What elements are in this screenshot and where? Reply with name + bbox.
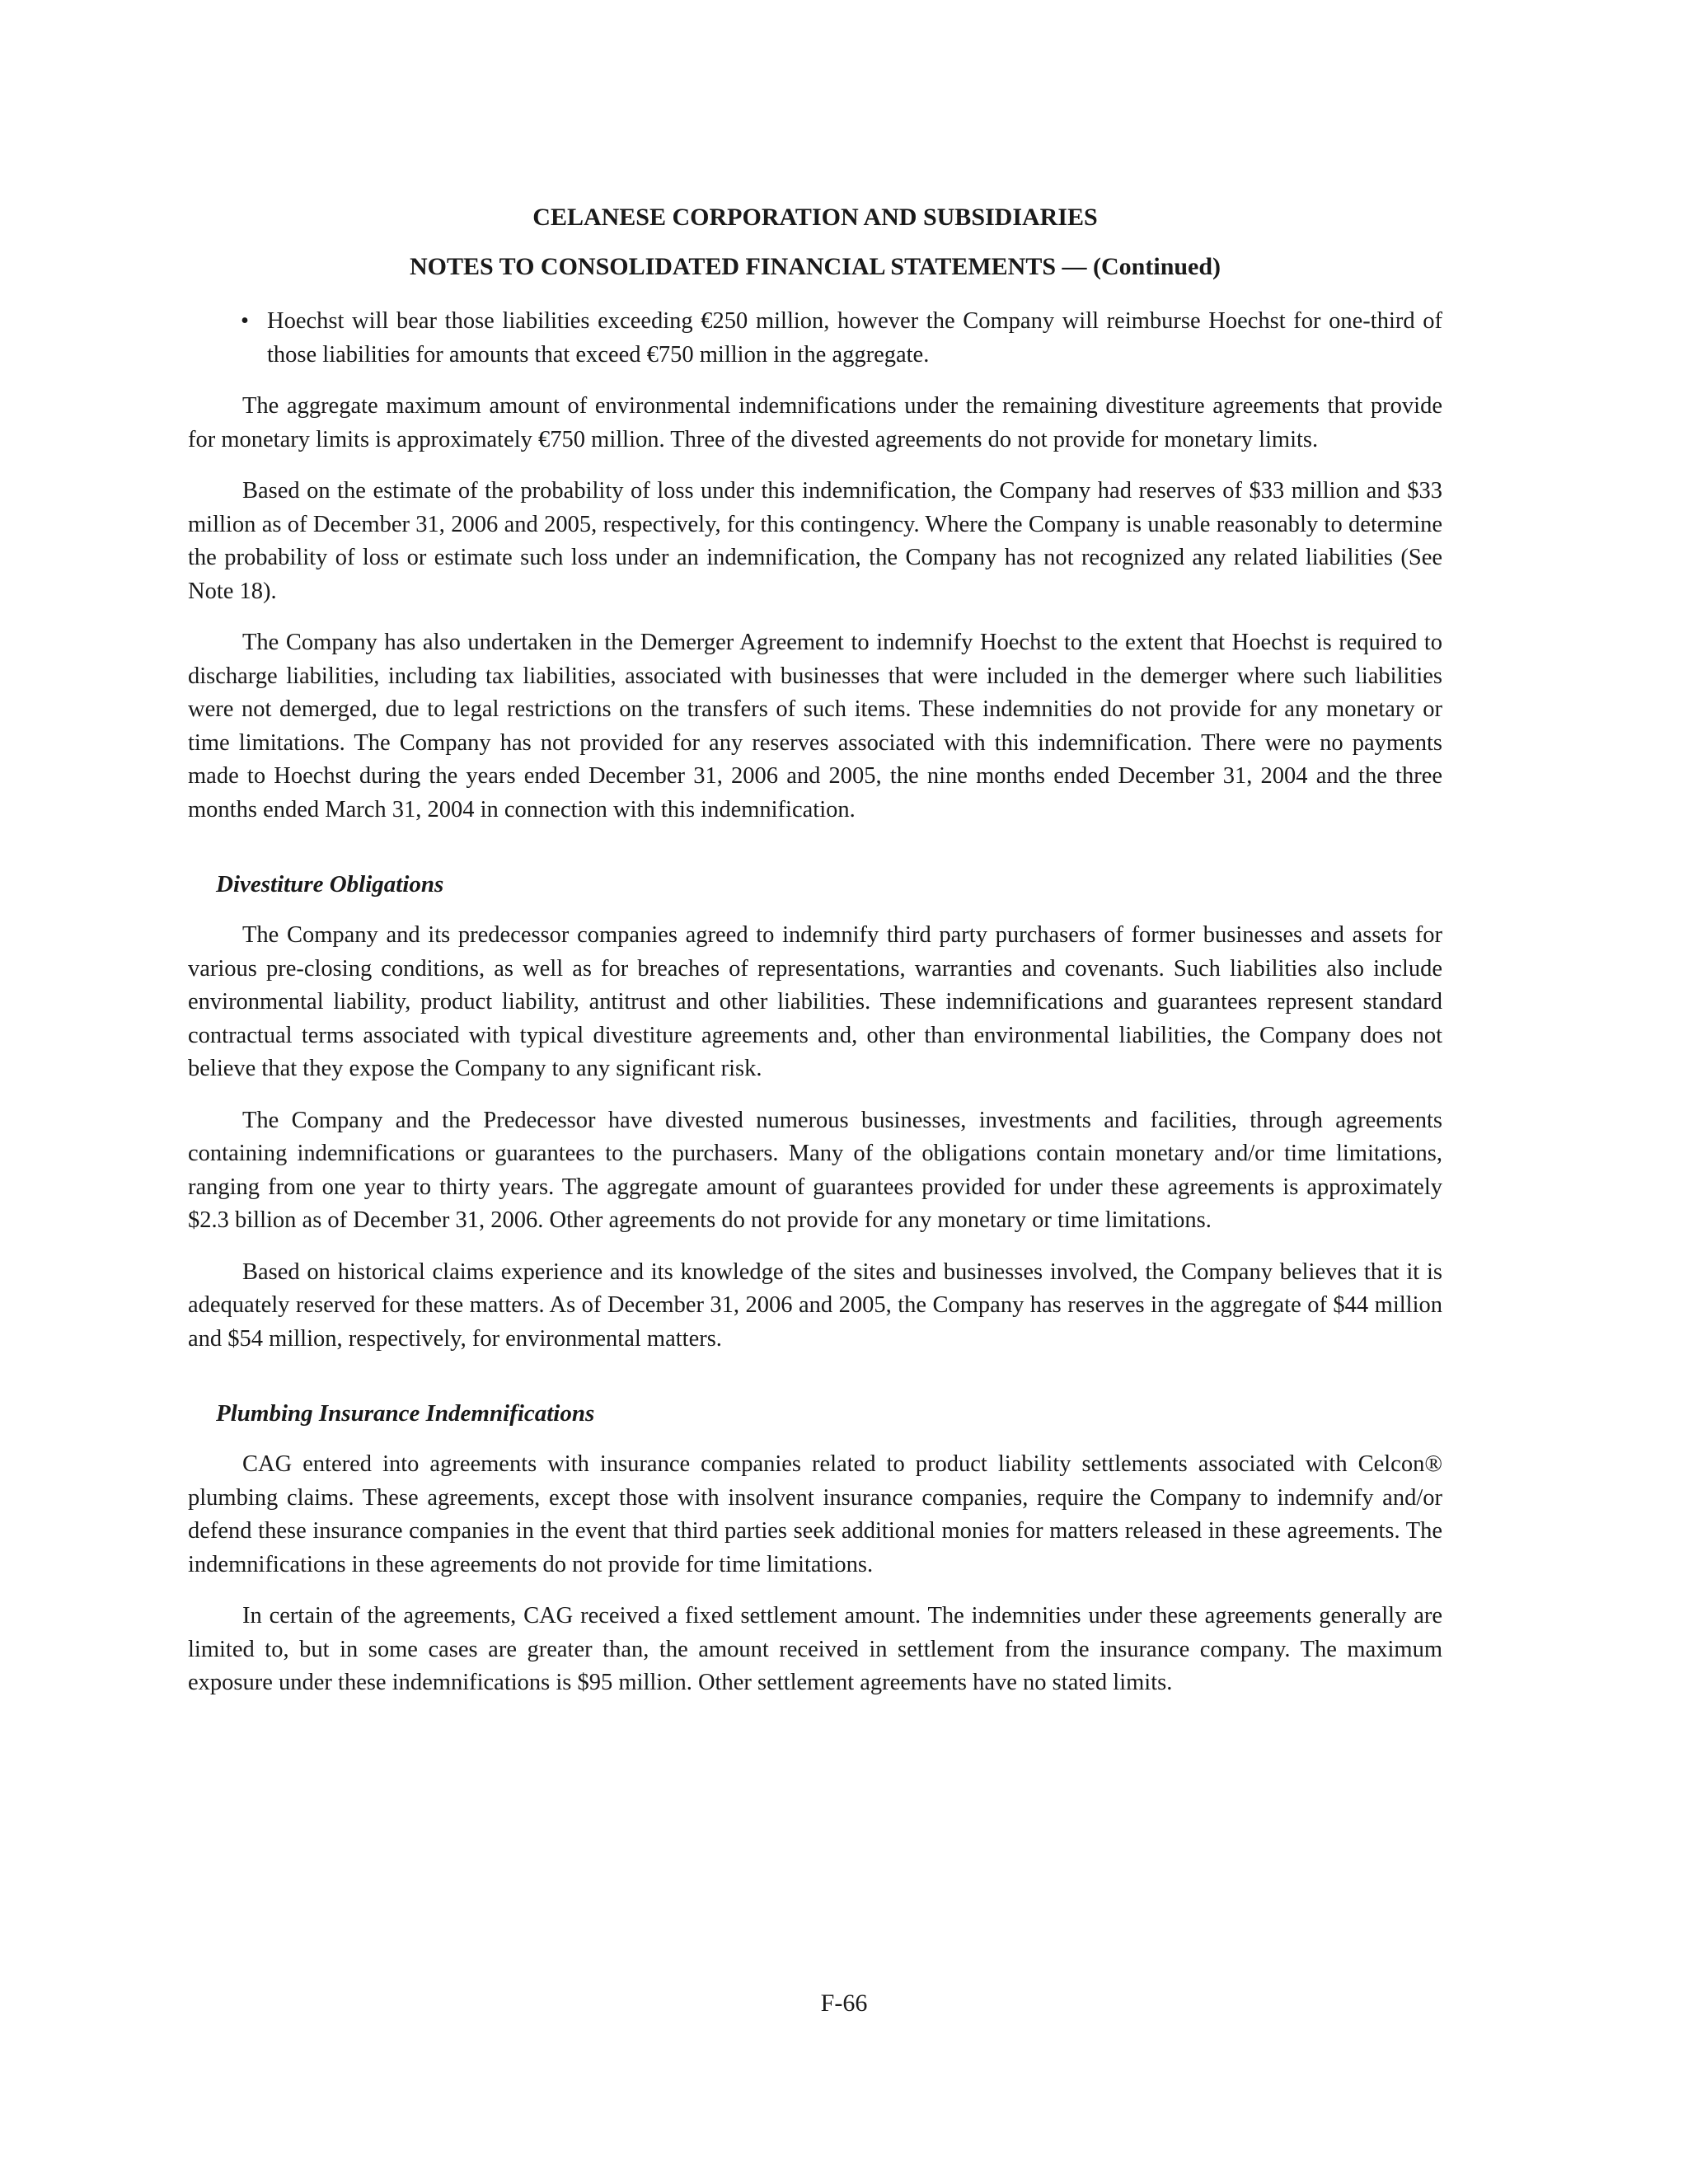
bullet-icon: • — [241, 308, 249, 334]
paragraph: The aggregate maximum amount of environmental indemnifications under the remaining divestiture agreements that provide for monetary limits is approximately €750 million. Three of the divested agreements do not provide for monetary limits. — [188, 393, 1442, 452]
paragraph: Based on the estimate of the probability of loss under this indemnification, the Company had reserves of $33 million and $33 million as of December 31, 2006 and 2005, respectively, for this contingency. Where the Company is unable reasonably to determine the probability of loss or estimate such loss under an indemnification, the Company has not recognized any related liabilities (See Note 18). — [188, 478, 1442, 604]
paragraph: The Company and its predecessor companies agreed to indemnify third party purchasers of former businesses and assets for various pre-closing conditions, as well as for breaches of representations, warranties and covenants. Such liabilities also include environmental liability, product liability, antitrust and other liabilities. These indemnifications and guarantees represent standard contractual terms associated with typical divestiture agreements and, other than environmental liabilities, the Company does not believe that they expose the Company to any significant risk. — [188, 922, 1442, 1081]
page-number: F-66 — [820, 1990, 868, 2017]
paragraph: Based on historical claims experience and its knowledge of the sites and businesses involved, the Company believes that it is adequately reserved for these matters. As of December 31, 2006 and 2005, the Company has reserves in the aggregate of $44 million and $54 million, respectively, for environmental matters. — [188, 1258, 1442, 1352]
paragraph: CAG entered into agreements with insurance companies related to product liability settlements associated with Celcon® plumbing claims. These agreements, except those with insolvent insurance companies, require the Company to indemnify and/or defend these insurance companies in the event that third parties seek additional monies for matters released in these agreements. The indemnifications in these agreements do not provide for time limitations. — [188, 1451, 1442, 1577]
bullet-item — [188, 305, 1442, 372]
bullet-text: Hoechst will bear those liabilities exceeding €250 million, however the Company will reimburse Hoechst for one-third of those liabilities for amounts that exceed €750 million in the aggregate. — [267, 308, 1442, 368]
notes-heading: NOTES TO CONSOLIDATED FINANCIAL STATEMENTS — (Continued) — [409, 253, 1221, 280]
section-heading-plumbing-insurance: Plumbing Insurance Indemnifications — [216, 1400, 595, 1427]
bullet-list — [188, 305, 1442, 372]
company-heading: CELANESE CORPORATION AND SUBSIDIARIES — [532, 204, 1098, 231]
paragraph: The Company and the Predecessor have divested numerous businesses, investments and facilities, through agreements containing indemnifications or guarantees to the purchasers. Many of the obligations contain monetary and/or time limitations, ranging from one year to thirty years. The aggregate amount of guarantees provided for under these agreements is approximately $2.3 billion as of December 31, 2006. Other agreements do not provide for any monetary or time limitations. — [188, 1107, 1442, 1233]
section-heading-divestiture-obligations: Divestiture Obligations — [216, 871, 444, 898]
document-page — [188, 194, 1442, 1700]
paragraph: The Company has also undertaken in the Demerger Agreement to indemnify Hoechst to the extent that Hoechst is required to discharge liabilities, including tax liabilities, associated with businesses that were included in the demerger where such liabilities were not demerged, due to legal restrictions on the transfers of such items. These indemnities do not provide for any monetary or time limitations. The Company has not provided for any reserves associated with this indemnification. There were no payments made to Hoechst during the years ended December 31, 2006 and 2005, the nine months ended December 31, 2004 and the three months ended March 31, 2004 in connection with this indemnification. — [188, 630, 1442, 823]
paragraph: In certain of the agreements, CAG received a fixed settlement amount. The indemnities under these agreements generally are limited to, but in some cases are greater than, the amount received in settlement from the insurance company. The maximum exposure under these indemnifications is $95 million. Other settlement agreements have no stated limits. — [188, 1603, 1442, 1695]
